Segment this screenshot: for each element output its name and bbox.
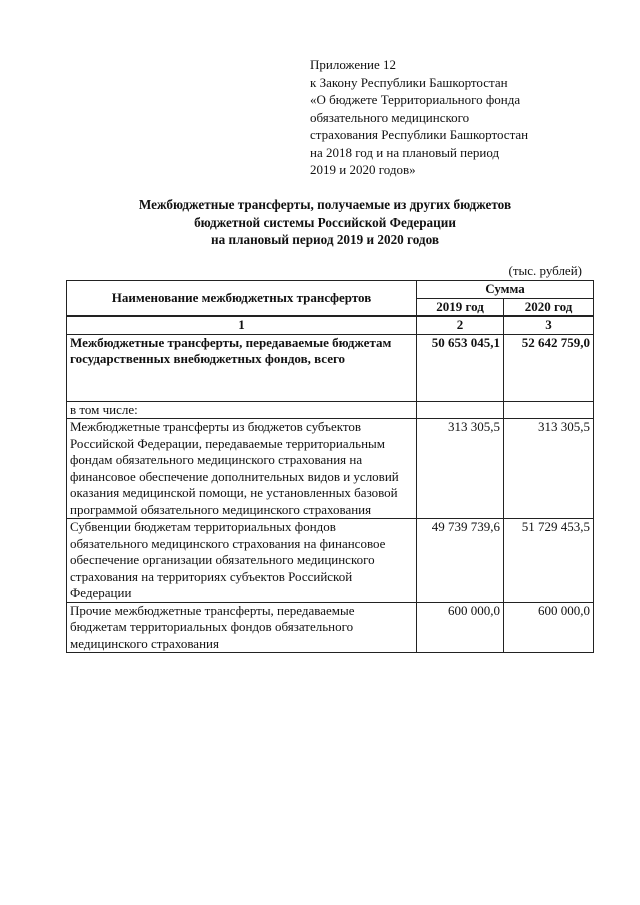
value-2019: 600 000,0 — [417, 602, 504, 653]
units-label: (тыс. рублей) — [508, 263, 582, 278]
appendix-note — [310, 56, 610, 179]
header-year-2020: 2020 год — [504, 298, 594, 316]
appendix-line: «О бюджете Территориального фонда — [310, 92, 521, 107]
value-2019: 50 653 045,1 — [417, 334, 504, 401]
value-2020: 313 305,5 — [504, 419, 594, 519]
document-title — [60, 196, 590, 249]
table-row — [67, 602, 594, 653]
column-number: 2 — [417, 316, 504, 334]
table-header-row — [67, 281, 594, 299]
row-name: Межбюджетные трансферты, передаваемые бюджетам государственных внебюджетных фондов, всего — [67, 334, 417, 401]
value-2019: 49 739 739,6 — [417, 519, 504, 603]
column-number: 3 — [504, 316, 594, 334]
appendix-line: страхования Республики Башкортостан — [310, 127, 529, 142]
appendix-line: Приложение 12 — [310, 57, 397, 72]
appendix-line: к Закону Республики Башкортостан — [310, 74, 508, 90]
column-number-row — [67, 316, 594, 334]
table-row — [67, 419, 594, 519]
table-row-total — [67, 334, 594, 401]
header-sum: Сумма — [417, 281, 594, 299]
title-line: бюджетной системы Российской Федерации — [194, 214, 456, 230]
value-2020: 600 000,0 — [504, 602, 594, 653]
header-year-2019: 2019 год — [417, 298, 504, 316]
value-2020: 51 729 453,5 — [504, 519, 594, 603]
row-name: Субвенции бюджетам территориальных фондов обязательного медицинского страхования на финансовое обеспечение организации обязательного медицинского страхования на территориях субъектов Российской Федерации — [67, 519, 417, 603]
column-number: 1 — [67, 316, 417, 334]
appendix-line: 2019 и 2020 годов» — [310, 162, 416, 177]
row-name: Прочие межбюджетные трансферты, передаваемые бюджетам территориальных фондов обязательного медицинского страхования — [67, 602, 417, 653]
title-line: Межбюджетные трансферты, получаемые из других бюджетов — [138, 197, 512, 212]
appendix-line: на 2018 год и на плановый период — [310, 144, 500, 160]
value-2020: 52 642 759,0 — [504, 334, 594, 401]
title-line: на плановый период 2019 и 2020 годов — [211, 232, 439, 247]
empty-cell — [504, 401, 594, 419]
header-name: Наименование межбюджетных трансфертов — [67, 281, 417, 317]
transfers-table — [66, 280, 594, 653]
row-name: Межбюджетные трансферты из бюджетов субъектов Российской Федерации, передаваемые территориальным фондам обязательного медицинского страхования на финансовое обеспечение дополнительных видов и условий оказания медицинской помощи, не установленных базовой программой обязательного медицинского страхования — [67, 419, 417, 519]
empty-cell — [417, 401, 504, 419]
value-2019: 313 305,5 — [417, 419, 504, 519]
table-row — [67, 519, 594, 603]
table-row-including — [67, 401, 594, 419]
appendix-line: обязательного медицинского — [310, 109, 470, 125]
row-name: в том числе: — [67, 401, 417, 419]
